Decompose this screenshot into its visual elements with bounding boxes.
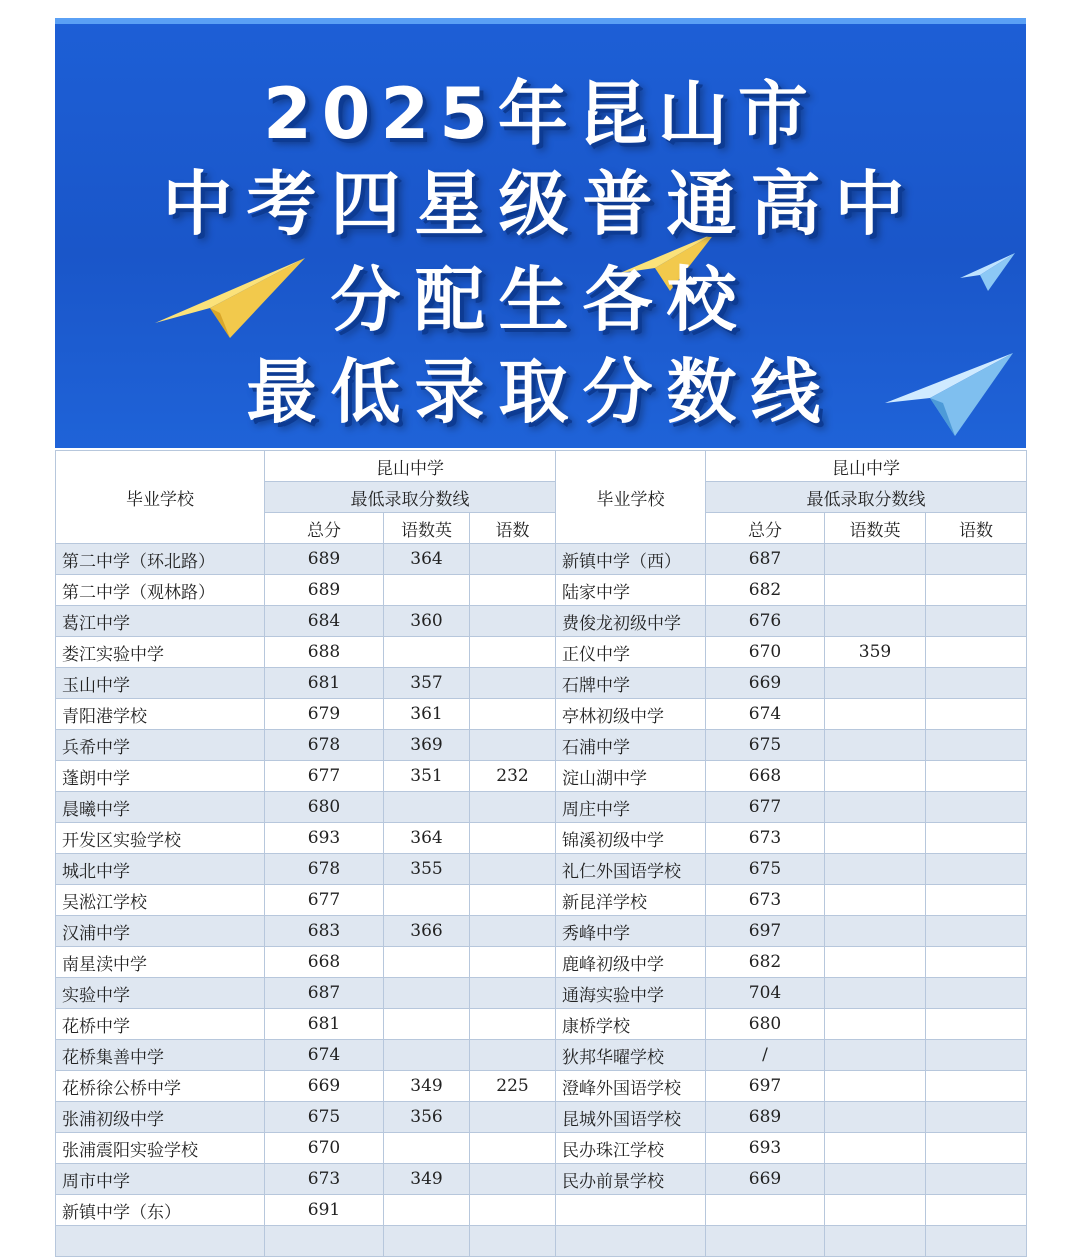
table-row	[56, 668, 1027, 699]
right-ysy-cell	[825, 1195, 926, 1226]
left-name-cell: 城北中学	[56, 854, 265, 885]
right-name-cell: 正仪中学	[556, 637, 706, 668]
table-row	[56, 1195, 1027, 1226]
right-ysy-cell	[825, 730, 926, 761]
left-ys-cell	[470, 575, 556, 606]
left-total-cell: 670	[265, 1133, 384, 1164]
right-name-cell: 周庄中学	[556, 792, 706, 823]
left-ys-cell	[470, 792, 556, 823]
right-ys-cell	[926, 699, 1027, 730]
right-name-cell	[556, 1226, 706, 1257]
table-row	[56, 947, 1027, 978]
right-total-cell: 680	[706, 1009, 825, 1040]
left-name-cell: 花桥徐公桥中学	[56, 1071, 265, 1102]
table-row	[56, 1009, 1027, 1040]
left-ysy-cell	[384, 978, 470, 1009]
score-table-body	[56, 544, 1027, 1257]
right-ys-cell	[926, 885, 1027, 916]
left-total-cell: 681	[265, 668, 384, 699]
left-ysy-cell: 351	[384, 761, 470, 792]
left-name-cell: 玉山中学	[56, 668, 265, 699]
left-ysy-cell: 369	[384, 730, 470, 761]
left-total-cell: 688	[265, 637, 384, 668]
left-ysy-cell	[384, 1040, 470, 1071]
left-total-cell: 678	[265, 854, 384, 885]
right-ys-cell	[926, 823, 1027, 854]
table-row	[56, 823, 1027, 854]
left-ys-cell	[470, 885, 556, 916]
left-total-cell: 674	[265, 1040, 384, 1071]
right-name-cell: 锦溪初级中学	[556, 823, 706, 854]
header-group-right: 昆山中学	[706, 451, 1027, 482]
left-name-cell: 周市中学	[56, 1164, 265, 1195]
left-ys-cell	[470, 544, 556, 575]
left-ysy-cell: 360	[384, 606, 470, 637]
right-ysy-cell	[825, 792, 926, 823]
right-ys-cell	[926, 1071, 1027, 1102]
right-ys-cell	[926, 1133, 1027, 1164]
left-ys-cell	[470, 978, 556, 1009]
left-total-cell: 673	[265, 1164, 384, 1195]
right-ys-cell	[926, 606, 1027, 637]
left-ys-cell	[470, 668, 556, 699]
left-ys-cell	[470, 637, 556, 668]
right-total-cell: 682	[706, 575, 825, 606]
left-ysy-cell: 364	[384, 823, 470, 854]
left-ys-cell: 225	[470, 1071, 556, 1102]
right-total-cell: 673	[706, 885, 825, 916]
left-name-cell: 实验中学	[56, 978, 265, 1009]
left-ys-cell	[470, 1040, 556, 1071]
right-name-cell: 民办前景学校	[556, 1164, 706, 1195]
table-row	[56, 637, 1027, 668]
right-name-cell: 狄邦华曜学校	[556, 1040, 706, 1071]
left-total-cell: 689	[265, 575, 384, 606]
right-name-cell: 礼仁外国语学校	[556, 854, 706, 885]
table-row	[56, 1226, 1027, 1257]
left-name-cell: 青阳港学校	[56, 699, 265, 730]
right-total-cell: 675	[706, 730, 825, 761]
right-ysy-cell	[825, 978, 926, 1009]
right-name-cell: 昆城外国语学校	[556, 1102, 706, 1133]
left-total-cell	[265, 1226, 384, 1257]
right-ys-cell	[926, 1195, 1027, 1226]
table-row	[56, 761, 1027, 792]
right-name-cell: 民办珠江学校	[556, 1133, 706, 1164]
left-name-cell: 南星渎中学	[56, 947, 265, 978]
right-ys-cell	[926, 854, 1027, 885]
right-name-cell: 陆家中学	[556, 575, 706, 606]
left-ys-cell	[470, 1164, 556, 1195]
left-total-cell: 689	[265, 544, 384, 575]
left-ysy-cell	[384, 947, 470, 978]
right-ysy-cell	[825, 854, 926, 885]
right-ysy-cell	[825, 1226, 926, 1257]
right-name-cell: 通海实验中学	[556, 978, 706, 1009]
left-ys-cell	[470, 823, 556, 854]
right-name-cell	[556, 1195, 706, 1226]
left-ysy-cell	[384, 637, 470, 668]
right-ys-cell	[926, 1040, 1027, 1071]
title-line-exam-type: 中考四星级普通高中	[162, 163, 919, 245]
table-row	[56, 1040, 1027, 1071]
table-row	[56, 575, 1027, 606]
left-ys-cell	[470, 947, 556, 978]
left-ysy-cell: 364	[384, 544, 470, 575]
right-ysy-cell	[825, 916, 926, 947]
header-ysy-left: 语数英	[384, 513, 470, 544]
right-ysy-cell	[825, 575, 926, 606]
left-total-cell: 678	[265, 730, 384, 761]
table-row	[56, 916, 1027, 947]
right-name-cell: 新镇中学（西）	[556, 544, 706, 575]
right-total-cell	[706, 1195, 825, 1226]
right-total-cell: 668	[706, 761, 825, 792]
table-row	[56, 1071, 1027, 1102]
left-total-cell: 691	[265, 1195, 384, 1226]
right-ys-cell	[926, 916, 1027, 947]
left-ys-cell: 232	[470, 761, 556, 792]
left-name-cell: 吴淞江学校	[56, 885, 265, 916]
right-total-cell: 689	[706, 1102, 825, 1133]
header-school-right: 毕业学校	[556, 451, 706, 544]
table-row	[56, 1102, 1027, 1133]
table-row	[56, 699, 1027, 730]
right-ys-cell	[926, 978, 1027, 1009]
right-ys-cell	[926, 1226, 1027, 1257]
right-total-cell: 697	[706, 1071, 825, 1102]
left-name-cell: 新镇中学（东）	[56, 1195, 265, 1226]
left-ysy-cell: 357	[384, 668, 470, 699]
left-total-cell: 675	[265, 1102, 384, 1133]
left-name-cell: 开发区实验学校	[56, 823, 265, 854]
header-total-left: 总分	[265, 513, 384, 544]
left-total-cell: 681	[265, 1009, 384, 1040]
right-ysy-cell	[825, 699, 926, 730]
right-ysy-cell	[825, 1071, 926, 1102]
table-row	[56, 730, 1027, 761]
table-row	[56, 885, 1027, 916]
right-ys-cell	[926, 947, 1027, 978]
left-total-cell: 677	[265, 761, 384, 792]
right-name-cell: 淀山湖中学	[556, 761, 706, 792]
left-name-cell: 兵希中学	[56, 730, 265, 761]
right-ys-cell	[926, 1009, 1027, 1040]
left-ys-cell	[470, 699, 556, 730]
left-total-cell: 679	[265, 699, 384, 730]
right-total-cell: 669	[706, 668, 825, 699]
left-ysy-cell	[384, 885, 470, 916]
right-name-cell: 澄峰外国语学校	[556, 1071, 706, 1102]
left-total-cell: 683	[265, 916, 384, 947]
left-ysy-cell	[384, 1009, 470, 1040]
left-ysy-cell	[384, 1133, 470, 1164]
right-ys-cell	[926, 730, 1027, 761]
left-name-cell: 娄江实验中学	[56, 637, 265, 668]
right-ysy-cell	[825, 1009, 926, 1040]
right-total-cell: 697	[706, 916, 825, 947]
right-ys-cell	[926, 668, 1027, 699]
left-ysy-cell	[384, 1226, 470, 1257]
right-ysy-cell	[825, 1040, 926, 1071]
right-ysy-cell	[825, 761, 926, 792]
right-ysy-cell	[825, 1133, 926, 1164]
right-name-cell: 石浦中学	[556, 730, 706, 761]
left-ysy-cell	[384, 1195, 470, 1226]
right-name-cell: 费俊龙初级中学	[556, 606, 706, 637]
header-sub-right: 最低录取分数线	[706, 482, 1027, 513]
right-ys-cell	[926, 575, 1027, 606]
left-total-cell: 677	[265, 885, 384, 916]
right-ysy-cell	[825, 668, 926, 699]
right-total-cell	[706, 1226, 825, 1257]
left-ysy-cell: 355	[384, 854, 470, 885]
left-ysy-cell: 361	[384, 699, 470, 730]
right-name-cell: 石牌中学	[556, 668, 706, 699]
table-row	[56, 544, 1027, 575]
header-group-left: 昆山中学	[265, 451, 556, 482]
left-ys-cell	[470, 1009, 556, 1040]
left-ys-cell	[470, 730, 556, 761]
left-ysy-cell	[384, 575, 470, 606]
left-name-cell: 晨曦中学	[56, 792, 265, 823]
right-total-cell: 673	[706, 823, 825, 854]
right-total-cell: 693	[706, 1133, 825, 1164]
right-ys-cell	[926, 761, 1027, 792]
left-ys-cell	[470, 1102, 556, 1133]
left-name-cell: 花桥中学	[56, 1009, 265, 1040]
right-ysy-cell	[825, 606, 926, 637]
right-name-cell: 亭林初级中学	[556, 699, 706, 730]
left-name-cell: 第二中学（观林路）	[56, 575, 265, 606]
right-total-cell: 675	[706, 854, 825, 885]
left-ys-cell	[470, 606, 556, 637]
right-name-cell: 新昆洋学校	[556, 885, 706, 916]
right-ys-cell	[926, 1102, 1027, 1133]
left-ysy-cell: 349	[384, 1071, 470, 1102]
title-line-year-city: 2025年昆山市	[263, 73, 818, 155]
right-ysy-cell: 359	[825, 637, 926, 668]
right-ys-cell	[926, 544, 1027, 575]
right-name-cell: 康桥学校	[556, 1009, 706, 1040]
right-total-cell: 704	[706, 978, 825, 1009]
right-total-cell: 687	[706, 544, 825, 575]
header-ys-right: 语数	[926, 513, 1027, 544]
right-name-cell: 鹿峰初级中学	[556, 947, 706, 978]
right-ys-cell	[926, 792, 1027, 823]
left-name-cell: 第二中学（环北路）	[56, 544, 265, 575]
left-name-cell: 蓬朗中学	[56, 761, 265, 792]
table-row	[56, 1133, 1027, 1164]
left-ysy-cell: 356	[384, 1102, 470, 1133]
right-ysy-cell	[825, 885, 926, 916]
left-name-cell: 花桥集善中学	[56, 1040, 265, 1071]
score-table	[55, 450, 1027, 1257]
left-ysy-cell: 366	[384, 916, 470, 947]
left-total-cell: 684	[265, 606, 384, 637]
table-row	[56, 606, 1027, 637]
title-line-min-score: 最低录取分数线	[246, 351, 835, 433]
left-name-cell: 葛江中学	[56, 606, 265, 637]
right-ysy-cell	[825, 947, 926, 978]
left-ys-cell	[470, 1133, 556, 1164]
header-ys-left: 语数	[470, 513, 556, 544]
left-ysy-cell	[384, 792, 470, 823]
table-row	[56, 854, 1027, 885]
left-ys-cell	[470, 1195, 556, 1226]
right-ysy-cell	[825, 544, 926, 575]
header-total-right: 总分	[706, 513, 825, 544]
table-row	[56, 1164, 1027, 1195]
left-ys-cell	[470, 854, 556, 885]
right-ysy-cell	[825, 1164, 926, 1195]
right-total-cell: 670	[706, 637, 825, 668]
header-ysy-right: 语数英	[825, 513, 926, 544]
title-line-allocation: 分配生各校	[330, 259, 751, 341]
left-name-cell: 张浦震阳实验学校	[56, 1133, 265, 1164]
left-name-cell	[56, 1226, 265, 1257]
right-total-cell: /	[706, 1040, 825, 1071]
header-school-left: 毕业学校	[56, 451, 265, 544]
left-ysy-cell: 349	[384, 1164, 470, 1195]
right-ysy-cell	[825, 1102, 926, 1133]
right-total-cell: 677	[706, 792, 825, 823]
table-row	[56, 978, 1027, 1009]
right-name-cell: 秀峰中学	[556, 916, 706, 947]
right-total-cell: 674	[706, 699, 825, 730]
left-name-cell: 张浦初级中学	[56, 1102, 265, 1133]
left-total-cell: 668	[265, 947, 384, 978]
right-total-cell: 682	[706, 947, 825, 978]
left-ys-cell	[470, 916, 556, 947]
left-total-cell: 669	[265, 1071, 384, 1102]
table-row	[56, 792, 1027, 823]
right-total-cell: 676	[706, 606, 825, 637]
left-name-cell: 汉浦中学	[56, 916, 265, 947]
left-total-cell: 687	[265, 978, 384, 1009]
right-total-cell: 669	[706, 1164, 825, 1195]
left-ys-cell	[470, 1226, 556, 1257]
title-banner	[55, 18, 1026, 448]
header-sub-left: 最低录取分数线	[265, 482, 556, 513]
right-ys-cell	[926, 637, 1027, 668]
left-total-cell: 680	[265, 792, 384, 823]
left-total-cell: 693	[265, 823, 384, 854]
right-ysy-cell	[825, 823, 926, 854]
right-ys-cell	[926, 1164, 1027, 1195]
